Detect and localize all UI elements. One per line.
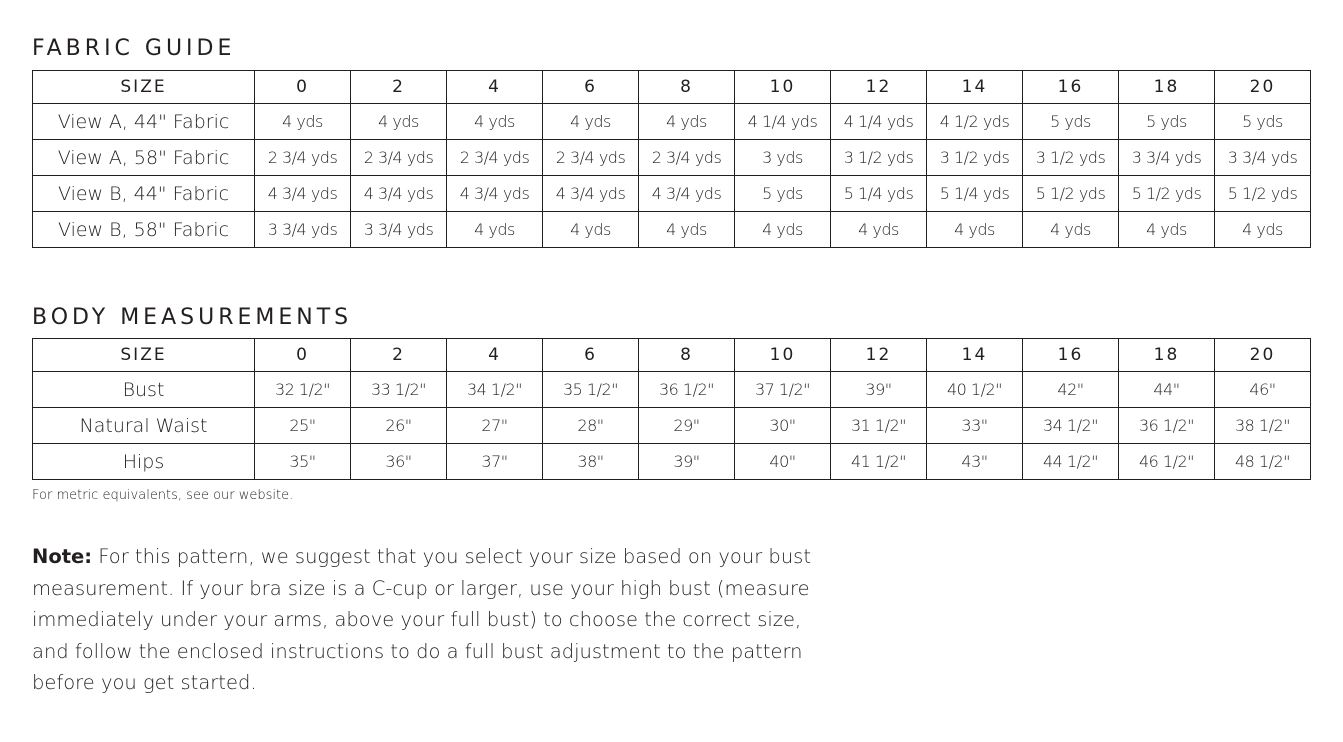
table-cell: 3 1/2 yds	[1023, 140, 1119, 176]
size-cell: 16	[1023, 339, 1119, 372]
table-cell: 33"	[927, 408, 1023, 444]
row-label: View A, 44" Fabric	[33, 104, 255, 140]
size-header-cell: SIZE	[33, 339, 255, 372]
size-cell: 12	[831, 71, 927, 104]
table-cell: 35"	[255, 444, 351, 480]
table-cell: 44 1/2"	[1023, 444, 1119, 480]
body-measurements-table	[32, 338, 1311, 480]
size-cell: 10	[735, 71, 831, 104]
table-cell: 4 3/4 yds	[447, 176, 543, 212]
table-cell: 4 yds	[831, 212, 927, 248]
size-cell: 14	[927, 71, 1023, 104]
table-cell: 42"	[1023, 372, 1119, 408]
table-cell: 4 yds	[543, 212, 639, 248]
table-cell: 5 yds	[1023, 104, 1119, 140]
table-cell: 4 yds	[735, 212, 831, 248]
table-row	[33, 140, 1311, 176]
table-cell: 34 1/2"	[1023, 408, 1119, 444]
table-cell: 2 3/4 yds	[447, 140, 543, 176]
table-cell: 37"	[447, 444, 543, 480]
table-row	[33, 176, 1311, 212]
table-cell: 4 1/4 yds	[735, 104, 831, 140]
table-cell: 35 1/2"	[543, 372, 639, 408]
table-cell: 4 yds	[351, 104, 447, 140]
row-label: View B, 58" Fabric	[33, 212, 255, 248]
table-cell: 3 1/2 yds	[831, 140, 927, 176]
row-label: Natural Waist	[33, 408, 255, 444]
table-cell: 4 3/4 yds	[351, 176, 447, 212]
table-cell: 4 3/4 yds	[543, 176, 639, 212]
table-cell: 4 yds	[447, 212, 543, 248]
table-cell: 4 1/2 yds	[927, 104, 1023, 140]
table-cell: 40"	[735, 444, 831, 480]
body-measurements-title: BODY MEASUREMENTS	[32, 305, 353, 330]
table-cell: 36 1/2"	[1119, 408, 1215, 444]
size-cell: 8	[639, 339, 735, 372]
table-cell: 25"	[255, 408, 351, 444]
table-cell: 36"	[351, 444, 447, 480]
table-cell: 40 1/2"	[927, 372, 1023, 408]
table-row	[33, 104, 1311, 140]
size-cell: 2	[351, 339, 447, 372]
table-cell: 5 yds	[735, 176, 831, 212]
size-cell: 4	[447, 339, 543, 372]
table-cell: 3 3/4 yds	[1119, 140, 1215, 176]
sizing-note	[32, 541, 822, 699]
fabric-header-row	[33, 71, 1311, 104]
table-cell: 5 1/4 yds	[927, 176, 1023, 212]
row-label: Hips	[33, 444, 255, 480]
size-cell: 12	[831, 339, 927, 372]
table-cell: 39"	[831, 372, 927, 408]
size-cell: 6	[543, 339, 639, 372]
table-cell: 5 1/2 yds	[1215, 176, 1311, 212]
table-cell: 26"	[351, 408, 447, 444]
table-row	[33, 212, 1311, 248]
table-cell: 32 1/2"	[255, 372, 351, 408]
size-cell: 4	[447, 71, 543, 104]
table-cell: 30"	[735, 408, 831, 444]
size-cell: 18	[1119, 71, 1215, 104]
table-cell: 34 1/2"	[447, 372, 543, 408]
table-cell: 46 1/2"	[1119, 444, 1215, 480]
table-cell: 48 1/2"	[1215, 444, 1311, 480]
body-header-row	[33, 339, 1311, 372]
table-cell: 4 yds	[1119, 212, 1215, 248]
size-cell: 6	[543, 71, 639, 104]
row-label: Bust	[33, 372, 255, 408]
row-label: View B, 44" Fabric	[33, 176, 255, 212]
table-cell: 33 1/2"	[351, 372, 447, 408]
table-cell: 29"	[639, 408, 735, 444]
table-cell: 4 yds	[447, 104, 543, 140]
size-cell: 0	[255, 339, 351, 372]
table-cell: 43"	[927, 444, 1023, 480]
table-cell: 5 1/4 yds	[831, 176, 927, 212]
table-row	[33, 372, 1311, 408]
size-cell: 8	[639, 71, 735, 104]
table-cell: 36 1/2"	[639, 372, 735, 408]
size-cell: 2	[351, 71, 447, 104]
table-cell: 5 1/2 yds	[1119, 176, 1215, 212]
table-cell: 38"	[543, 444, 639, 480]
table-cell: 39"	[639, 444, 735, 480]
table-cell: 27"	[447, 408, 543, 444]
table-cell: 5 yds	[1215, 104, 1311, 140]
table-cell: 5 yds	[1119, 104, 1215, 140]
table-cell: 37 1/2"	[735, 372, 831, 408]
table-cell: 4 yds	[543, 104, 639, 140]
table-cell: 46"	[1215, 372, 1311, 408]
size-header-cell: SIZE	[33, 71, 255, 104]
size-cell: 16	[1023, 71, 1119, 104]
table-cell: 2 3/4 yds	[255, 140, 351, 176]
table-cell: 28"	[543, 408, 639, 444]
metric-equivalents-note: For metric equivalents, see our website.	[32, 488, 294, 503]
table-cell: 4 yds	[639, 104, 735, 140]
fabric-guide-table	[32, 70, 1311, 248]
table-cell: 2 3/4 yds	[543, 140, 639, 176]
table-cell: 3 yds	[735, 140, 831, 176]
table-cell: 44"	[1119, 372, 1215, 408]
table-cell: 4 yds	[1023, 212, 1119, 248]
table-cell: 4 yds	[255, 104, 351, 140]
table-cell: 2 3/4 yds	[351, 140, 447, 176]
fabric-guide-title: FABRIC GUIDE	[32, 36, 236, 61]
table-cell: 4 1/4 yds	[831, 104, 927, 140]
table-cell: 38 1/2"	[1215, 408, 1311, 444]
size-cell: 0	[255, 71, 351, 104]
size-cell: 14	[927, 339, 1023, 372]
table-row	[33, 408, 1311, 444]
table-cell: 3 1/2 yds	[927, 140, 1023, 176]
row-label: View A, 58" Fabric	[33, 140, 255, 176]
note-text: For this pattern, we suggest that you select your size based on your bust measurement. If your bra size is a C-cup or larger, use your high bust (measure immediately under your arms, above your full bust) to choose the correct size, and follow the enclosed instructions to do a full bust adjustment to the pattern before you get started.	[32, 545, 811, 694]
size-cell: 18	[1119, 339, 1215, 372]
table-cell: 4 yds	[639, 212, 735, 248]
size-cell: 20	[1215, 339, 1311, 372]
size-cell: 10	[735, 339, 831, 372]
table-cell: 4 yds	[1215, 212, 1311, 248]
note-label: Note:	[32, 545, 93, 568]
table-cell: 3 3/4 yds	[1215, 140, 1311, 176]
table-row	[33, 444, 1311, 480]
size-cell: 20	[1215, 71, 1311, 104]
table-cell: 4 yds	[927, 212, 1023, 248]
table-cell: 2 3/4 yds	[639, 140, 735, 176]
table-cell: 31 1/2"	[831, 408, 927, 444]
table-cell: 3 3/4 yds	[351, 212, 447, 248]
table-cell: 4 3/4 yds	[255, 176, 351, 212]
table-cell: 5 1/2 yds	[1023, 176, 1119, 212]
table-cell: 4 3/4 yds	[639, 176, 735, 212]
table-cell: 41 1/2"	[831, 444, 927, 480]
table-cell: 3 3/4 yds	[255, 212, 351, 248]
